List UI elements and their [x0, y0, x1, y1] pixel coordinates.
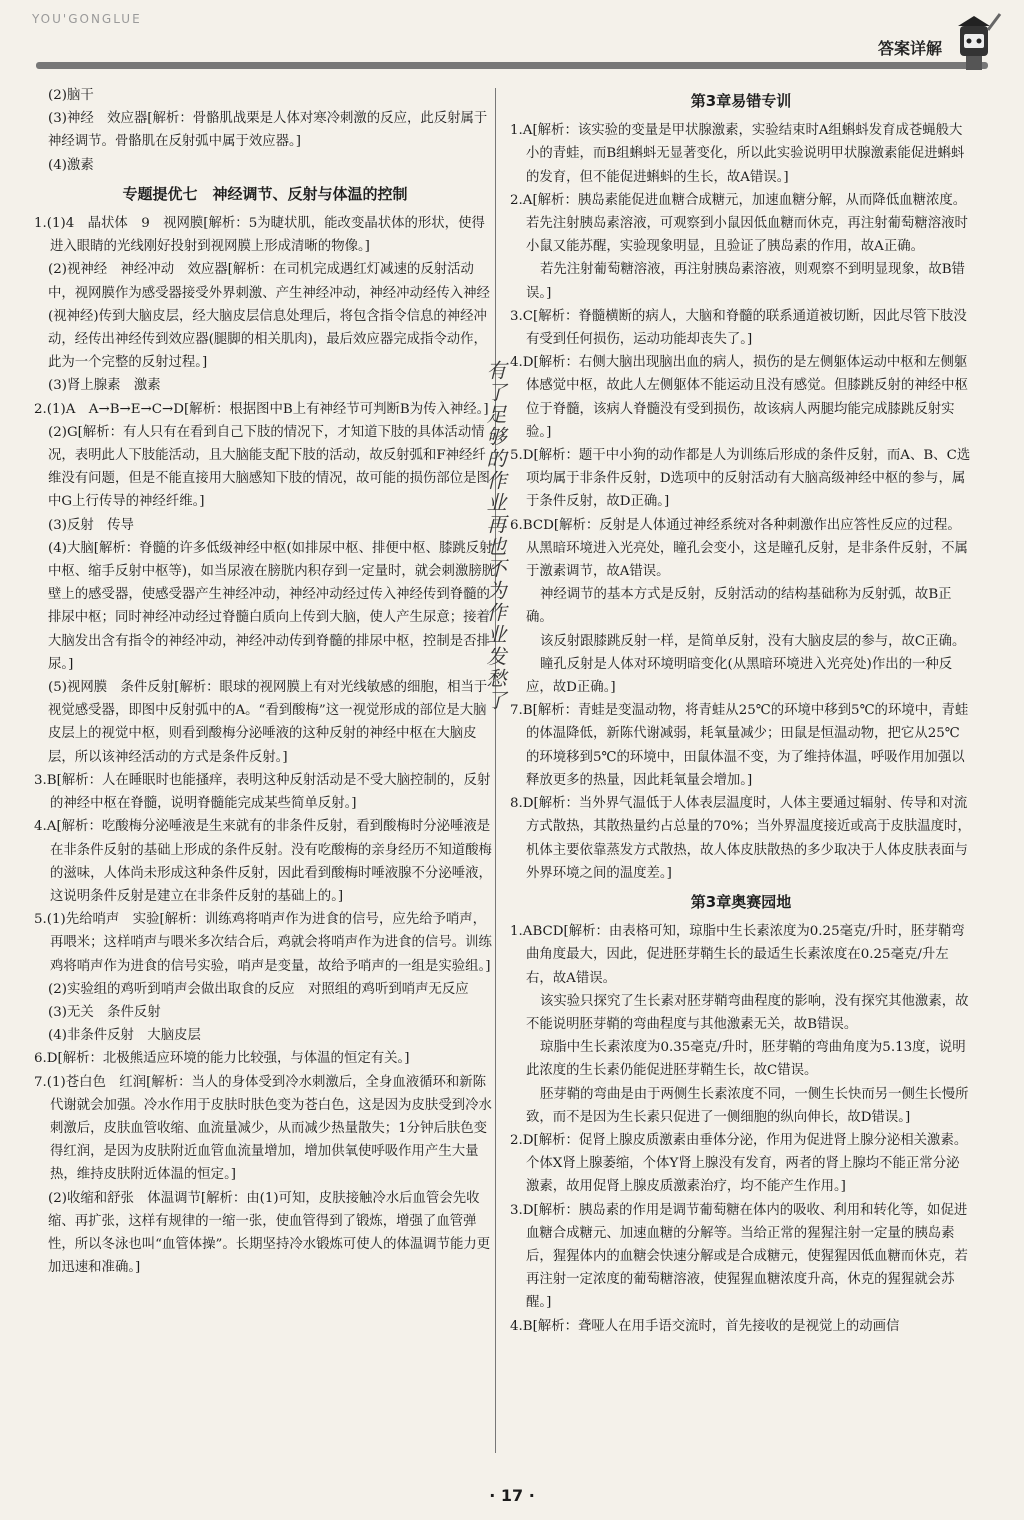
- answer-paragraph: 4.A[解析：吃酸梅分泌唾液是生来就有的非条件反射，看到酸梅时分泌唾液是在非条件反射的基础上形成的条件反射。没有吃酸梅的亲身经历不知道酸梅的滋味，人体尚未形成这种条件反射，因此看到酸梅时唾液腺不分泌唾液，这说明条件反射是建立在非条件反射的基础上的。]: [34, 819, 492, 904]
- answer-paragraph: 5.D[解析：题干中小狗的动作都是人为训练后形成的条件反射，而A、B、C选项均属于非条件反射，D选项中的反射活动有大脑高级神经中枢的参与，属于条件反射，故D正确。]: [510, 448, 971, 510]
- answer-paragraph: 1.(1)4 晶状体 9 视网膜[解析：5为睫状肌，能改变晶状体的形状，使得进入眼睛的光线刚好投射到视网膜上形成清晰的物像。]: [34, 216, 485, 255]
- answer-paragraph: 6.BCD[解析：反射是人体通过神经系统对各种刺激作出应答性反应的过程。从黑暗环境进入光亮处，瞳孔会变小，这是瞳孔反射，是非条件反射，不属于激素调节，故A错误。: [510, 517, 968, 580]
- handwritten-note: 有了足够的作业再也不为作业发愁了: [483, 360, 507, 712]
- answer-paragraph: (2)G[解析：有人只有在看到自己下肢的情况下，才知道下肢的具体活动情况，表明此人下肢能活动，且大脑能支配下肢的活动，故反射弧和F神经纤维没有问题，但是不能直接用大脑感知下肢的情况，故可能的损伤部位是图中G上行传导的神经纤维。]: [48, 424, 490, 510]
- answer-paragraph: 1.ABCD[解析：由表格可知，琼脂中生长素浓度为0.25毫克/升时，胚芽鞘弯曲角度最大，因此，促进胚芽鞘生长的最适生长素浓度在0.25毫克/升左右，故A错误。: [510, 924, 965, 986]
- mascot-icon: [946, 10, 1002, 76]
- answer-paragraph: 5.(1)先给哨声 实验[解析：训练鸡将哨声作为进食的信号，应先给予哨声，再喂米；这样哨声与喂米多次结合后，鸡就会将哨声作为进食的信号。训练鸡将哨声作为进食的信号实验，哨声是变量，故给予哨声的一组是实验组。]: [34, 912, 492, 974]
- answer-paragraph: 4.B[解析：聋哑人在用手语交流时，首先接收的是视觉上的动画信: [510, 1318, 900, 1334]
- answer-paragraph: 7.(1)苍白色 红润[解析：当人的身体受到冷水刺激后，全身血液循环和新陈代谢就会加强。冷水作用于皮肤时肤色变为苍白色，这是因为皮肤受到冷水刺激后，皮肤血管收缩、血流量减少，从而减少热量散失；1分钟后肤色变得红润，是因为皮肤附近血管血流量增加，增加供氧使呼吸作用产生大量热，维持皮肤附近体温的恒定。]: [34, 1074, 492, 1183]
- answer-paragraph: 2.D[解析：促肾上腺皮质激素由垂体分泌，作用为促进肾上腺分泌相关激素。个体X肾上腺萎缩，个体Y肾上腺没有发育，两者的肾上腺均不能正常分泌激素，故用促肾上腺皮质激素治疗，均不能产生作用。]: [510, 1132, 968, 1195]
- header-bar: [36, 62, 988, 69]
- header-title: 答案详解: [877, 39, 942, 58]
- answer-paragraph: 神经调节的基本方式是反射，反射活动的结构基础称为反射弧，故B正确。: [526, 587, 952, 626]
- answer-paragraph: 2.A[解析：胰岛素能促进血糖合成糖元，加速血糖分解，从而降低血糖浓度。若先注射胰岛素溶液，可观察到小鼠因低血糖而休克，再注射葡萄糖溶液时小鼠又能苏醒，实验现象明显，且验证了胰岛素的作用，故A正确。: [510, 192, 968, 255]
- answer-paragraph: 若先注射葡萄糖溶液，再注射胰岛素溶液，则观察不到明显现象，故B错误。]: [526, 262, 965, 301]
- section-title: 专题提优七 神经调节、反射与体温的控制: [122, 184, 408, 203]
- answer-paragraph: 该反射跟膝跳反射一样，是简单反射，没有大脑皮层的参与，故C正确。: [540, 633, 966, 649]
- answer-paragraph: 8.D[解析：当外界气温低于人体表层温度时，人体主要通过辐射、传导和对流方式散热，其散热量约占总量的70%；当外界温度接近或高于皮肤温度时，机体主要依靠蒸发方式散热，故人体皮肤散热的多少取决于人体皮肤表面与外界环境之间的温度差。]: [510, 796, 971, 881]
- answer-paragraph: (2)实验组的鸡听到哨声会做出取食的反应 对照组的鸡听到哨声无反应: [48, 981, 469, 997]
- answer-paragraph: 胚芽鞘的弯曲是由于两侧生长素浓度不同，一侧生长快而另一侧生长慢所致，而不是因为生长素只促进了一侧细胞的纵向伸长，故D错误。]: [526, 1086, 969, 1125]
- answer-paragraph: 7.B[解析：青蛙是变温动物，将青蛙从25℃的环境中移到5℃的环境中，青蛙的体温降低，新陈代谢减弱，耗氧量减少；田鼠是恒温动物，把它从25℃的环境移到5℃的环境中，田鼠体温不变，为了维持体温，呼吸作用加强以释放更多的热量，因此耗氧量会增加。]: [510, 703, 969, 788]
- answer-paragraph: (4)激素: [48, 157, 94, 173]
- answer-paragraph: (3)神经 效应器[解析：骨骼肌战栗是人体对寒冷刺激的反应，此反射属于神经调节。骨骼肌在反射弧中属于效应器。]: [48, 111, 488, 150]
- answer-paragraph: (3)肾上腺素 激素: [48, 378, 161, 394]
- answer-paragraph: 2.(1)A A→B→E→C→D[解析：根据图中B上有神经节可判断B为传入神经。]: [34, 401, 489, 417]
- answer-paragraph: 6.D[解析：北极熊适应环境的能力比较强，与体温的恒定有关。]: [34, 1051, 410, 1067]
- answer-paragraph: (2)收缩和舒张 体温调节[解析：由(1)可知，皮肤接触冷水后血管会先收缩、再扩张，这样有规律的一缩一张，使血管得到了锻炼，增强了血管弹性，所以冬泳也叫“血管体操”。长期坚持冷水锻炼可使人的体温调节能力更加迅速和准确。]: [48, 1190, 491, 1276]
- answer-paragraph: 瞳孔反射是人体对环境明暗变化(从黑暗环境进入光亮处)作出的一种反应，故D正确。]: [526, 656, 953, 696]
- answer-paragraph: (3)无关 条件反射: [48, 1004, 161, 1020]
- answer-paragraph: (4)非条件反射 大脑皮层: [48, 1028, 201, 1044]
- left-column: [34, 84, 496, 1279]
- page-header: [0, 0, 1024, 80]
- column-divider: [495, 88, 496, 1453]
- answer-paragraph: 3.B[解析：人在睡眠时也能搔痒，表明这种反射活动是不受大脑控制的，反射的神经中枢在脊髓，说明脊髓能完成某些简单反射。]: [34, 772, 491, 812]
- answer-paragraph: 该实验只探究了生长素对胚芽鞘弯曲程度的影响，没有探究其他激素，故不能说明胚芽鞘的弯曲程度与其他激素无关，故B错误。: [526, 993, 969, 1032]
- answer-paragraph: (3)反射 传导: [48, 517, 134, 533]
- section-title: 第3章奥赛园地: [690, 892, 792, 911]
- answer-paragraph: (4)大脑[解析：脊髓的许多低级神经中枢(如排尿中枢、排便中枢、膝跳反射中枢、缩手反射中枢等)，如当尿液在膀胱内积存到一定量时，就会刺激膀胱壁上的感受器，使感受器产生神经冲动，神经冲动经过传入神经传到脊髓的排尿中枢；同时神经冲动经过脊髓白质向上传到大脑，使人产生尿意；接着大脑发出含有指令的神经冲动，神经冲动传到脊髓的排尿中枢，控制是否排尿。]: [48, 540, 496, 672]
- section-title: 第3章易错专训: [690, 92, 792, 110]
- right-column: [510, 84, 972, 1338]
- answer-paragraph: 3.D[解析：胰岛素的作用是调节葡萄糖在体内的吸收、利用和转化等，如促进血糖合成糖元、加速血糖的分解等。当给正常的猩猩注射一定量的胰岛素后，猩猩体内的血糖会快速分解或是合成糖元，使猩猩因低血糖而休克，若再注射一定浓度的葡萄糖溶液，使猩猩血糖浓度升高，休克的猩猩就会苏醒。]: [510, 1202, 968, 1311]
- answer-paragraph: 琼脂中生长素浓度为0.35毫克/升时，胚芽鞘的弯曲角度为5.13度，说明此浓度的生长素仍能促进胚芽鞘生长，故C错误。: [526, 1040, 966, 1079]
- answer-paragraph: 4.D[解析：右侧大脑出现脑出血的病人，损伤的是左侧躯体运动中枢和左侧躯体感觉中枢，故此人左侧躯体不能运动且没有感觉。但膝跳反射的神经中枢位于脊髓，该病人脊髓没有受到损伤，故该病人两腿均能完成膝跳反射实验。]: [510, 355, 968, 440]
- brand-text: YOU'GONGLUE: [32, 12, 142, 26]
- answer-paragraph: (2)脑干: [48, 88, 94, 103]
- answer-paragraph: (5)视网膜 条件反射[解析：眼球的视网膜上有对光线敏感的细胞，相当于视觉感受器，即图中反射弧中的A。“看到酸梅”这一视觉形成的部位是大脑皮层上的视觉中枢，则看到酸梅分泌唾液的这种反射的神经中枢在大脑皮层，所以该神经活动的方式是条件反射。]: [48, 680, 488, 765]
- answer-paragraph: (2)视神经 神经冲动 效应器[解析：在司机完成遇红灯减速的反射活动中，视网膜作为感受器接受外界刺激、产生神经冲动，神经冲动经传入神经(视神经)传到大脑皮层，经大脑皮层信息处理后，将包含指令信息的神经冲动，经传出神经传到效应器(腿脚的相关肌肉)，最后效应器完成指令动作，此为一个完整的反射过程。]: [48, 262, 490, 371]
- answer-paragraph: 3.C[解析：脊髓横断的病人，大脑和脊髓的联系通道被切断，因此尽管下肢没有受到任何损伤，运动功能却丧失了。]: [510, 308, 967, 348]
- answer-paragraph: 1.A[解析：该实验的变量是甲状腺激素，实验结束时A组蝌蚪发育成苍蝇般大小的青蛙，而B组蝌蚪无显著变化，所以此实验说明甲状腺激素能促进蝌蚪的发育，但不能促进蝌蚪的生长，故A错误。]: [510, 123, 965, 185]
- page-number: · 17 ·: [489, 1486, 535, 1505]
